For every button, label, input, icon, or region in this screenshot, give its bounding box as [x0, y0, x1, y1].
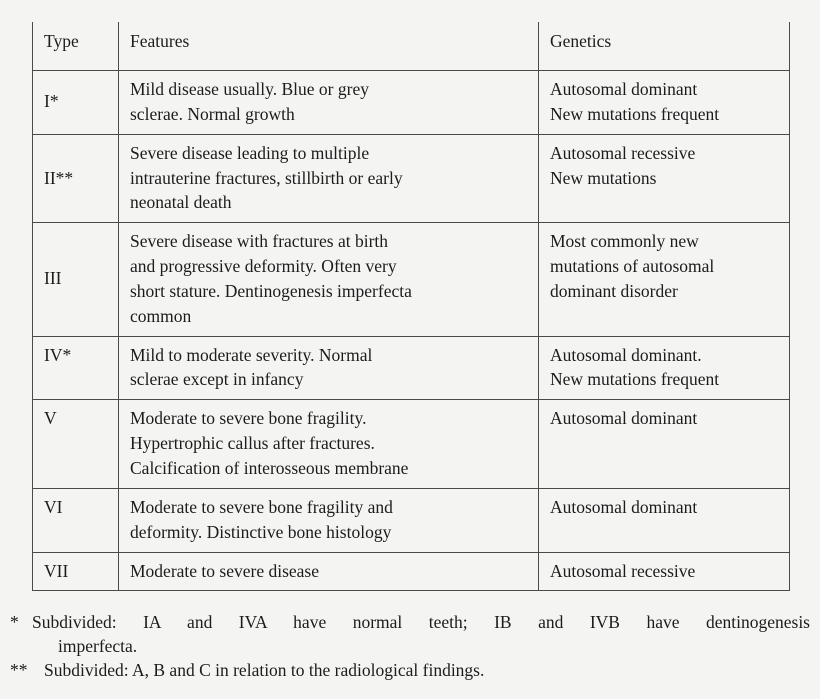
features-line: short stature. Dentinogenesis imperfecta: [130, 280, 412, 301]
genetics-line: mutations of autosomal: [550, 256, 715, 277]
cell-genetics: [539, 71, 790, 135]
features-line: intrauterine fractures, stillbirth or early: [130, 167, 403, 188]
table-row: [33, 71, 790, 135]
column-header-features: Features: [119, 22, 539, 71]
cell-features: [119, 488, 539, 552]
features-line: Severe disease leading to multiple: [130, 142, 370, 163]
genetics-line: New mutations frequent: [550, 369, 720, 390]
footnote-line: Subdivided: IA and IVA have normal teeth; IB and IVB have dentinogenesis: [32, 612, 810, 632]
features-line: Severe disease with fractures at birth: [130, 231, 389, 252]
genetics-line: Autosomal recessive: [550, 142, 696, 163]
cell-genetics: [539, 223, 790, 336]
table-footnotes: [10, 610, 810, 682]
features-line: Mild to moderate severity. Normal: [130, 344, 373, 365]
features-line: and progressive deformity. Often very: [130, 256, 397, 277]
cell-type: VII: [33, 552, 119, 591]
footnote-marker: *: [10, 612, 19, 632]
table-row: [33, 134, 790, 223]
column-header-genetics: Genetics: [539, 22, 790, 71]
cell-genetics: [539, 400, 790, 489]
footnote-single-asterisk: [10, 610, 810, 658]
cell-features: [119, 71, 539, 135]
cell-type: IV*: [33, 336, 119, 400]
cell-type: II**: [33, 134, 119, 223]
genetics-line: Autosomal dominant.: [550, 344, 702, 365]
footnote-line: imperfecta.: [58, 636, 138, 657]
features-line: Moderate to severe bone fragility and: [130, 496, 393, 517]
cell-features: [119, 223, 539, 336]
osteogenesis-imperfecta-table-container: [32, 22, 789, 591]
footnote-marker: **: [10, 660, 28, 681]
features-line: sclerae except in infancy: [130, 369, 304, 390]
table-header: [33, 22, 790, 71]
cell-type: I*: [33, 71, 119, 135]
features-line: Mild disease usually. Blue or grey: [130, 79, 369, 99]
column-header-type: Type: [33, 22, 119, 71]
cell-type: III: [33, 223, 119, 336]
features-line: Moderate to severe disease: [130, 560, 320, 581]
genetics-line: dominant disorder: [550, 280, 678, 301]
cell-genetics: [539, 134, 790, 223]
table-row: [33, 336, 790, 400]
footnote-double-asterisk: [10, 658, 810, 682]
footnote-text: Subdivided: A, B and C in relation to the radiological findings.: [44, 660, 485, 681]
genetics-line: Most commonly new: [550, 231, 699, 252]
footnote-text: [32, 610, 810, 658]
cell-type: VI: [33, 488, 119, 552]
table-row: [33, 488, 790, 552]
features-line: sclerae. Normal growth: [130, 103, 295, 124]
cell-features: [119, 134, 539, 223]
table-body: [33, 71, 790, 591]
features-line: Moderate to severe bone fragility.: [130, 408, 367, 429]
features-line: neonatal death: [130, 192, 232, 213]
osteogenesis-imperfecta-types-table: [32, 22, 790, 591]
features-line: Hypertrophic callus after fractures.: [130, 433, 375, 454]
cell-type: V: [33, 400, 119, 489]
table-row: [33, 552, 790, 591]
genetics-line: New mutations: [550, 167, 657, 188]
cell-genetics: [539, 552, 790, 591]
features-line: Calcification of interosseous membrane: [130, 457, 409, 478]
cell-features: [119, 552, 539, 591]
features-line: common: [130, 305, 192, 326]
genetics-line: Autosomal dominant: [550, 496, 698, 517]
genetics-line: Autosomal dominant: [550, 408, 698, 429]
cell-genetics: [539, 336, 790, 400]
table-row: [33, 223, 790, 336]
genetics-line: New mutations frequent: [550, 103, 720, 124]
table-header-row: [33, 22, 790, 71]
genetics-line: Autosomal recessive: [550, 560, 696, 581]
cell-features: [119, 336, 539, 400]
genetics-line: Autosomal dominant: [550, 79, 698, 99]
cell-genetics: [539, 488, 790, 552]
table-row: [33, 400, 790, 489]
cell-features: [119, 400, 539, 489]
features-line: deformity. Distinctive bone histology: [130, 521, 392, 542]
